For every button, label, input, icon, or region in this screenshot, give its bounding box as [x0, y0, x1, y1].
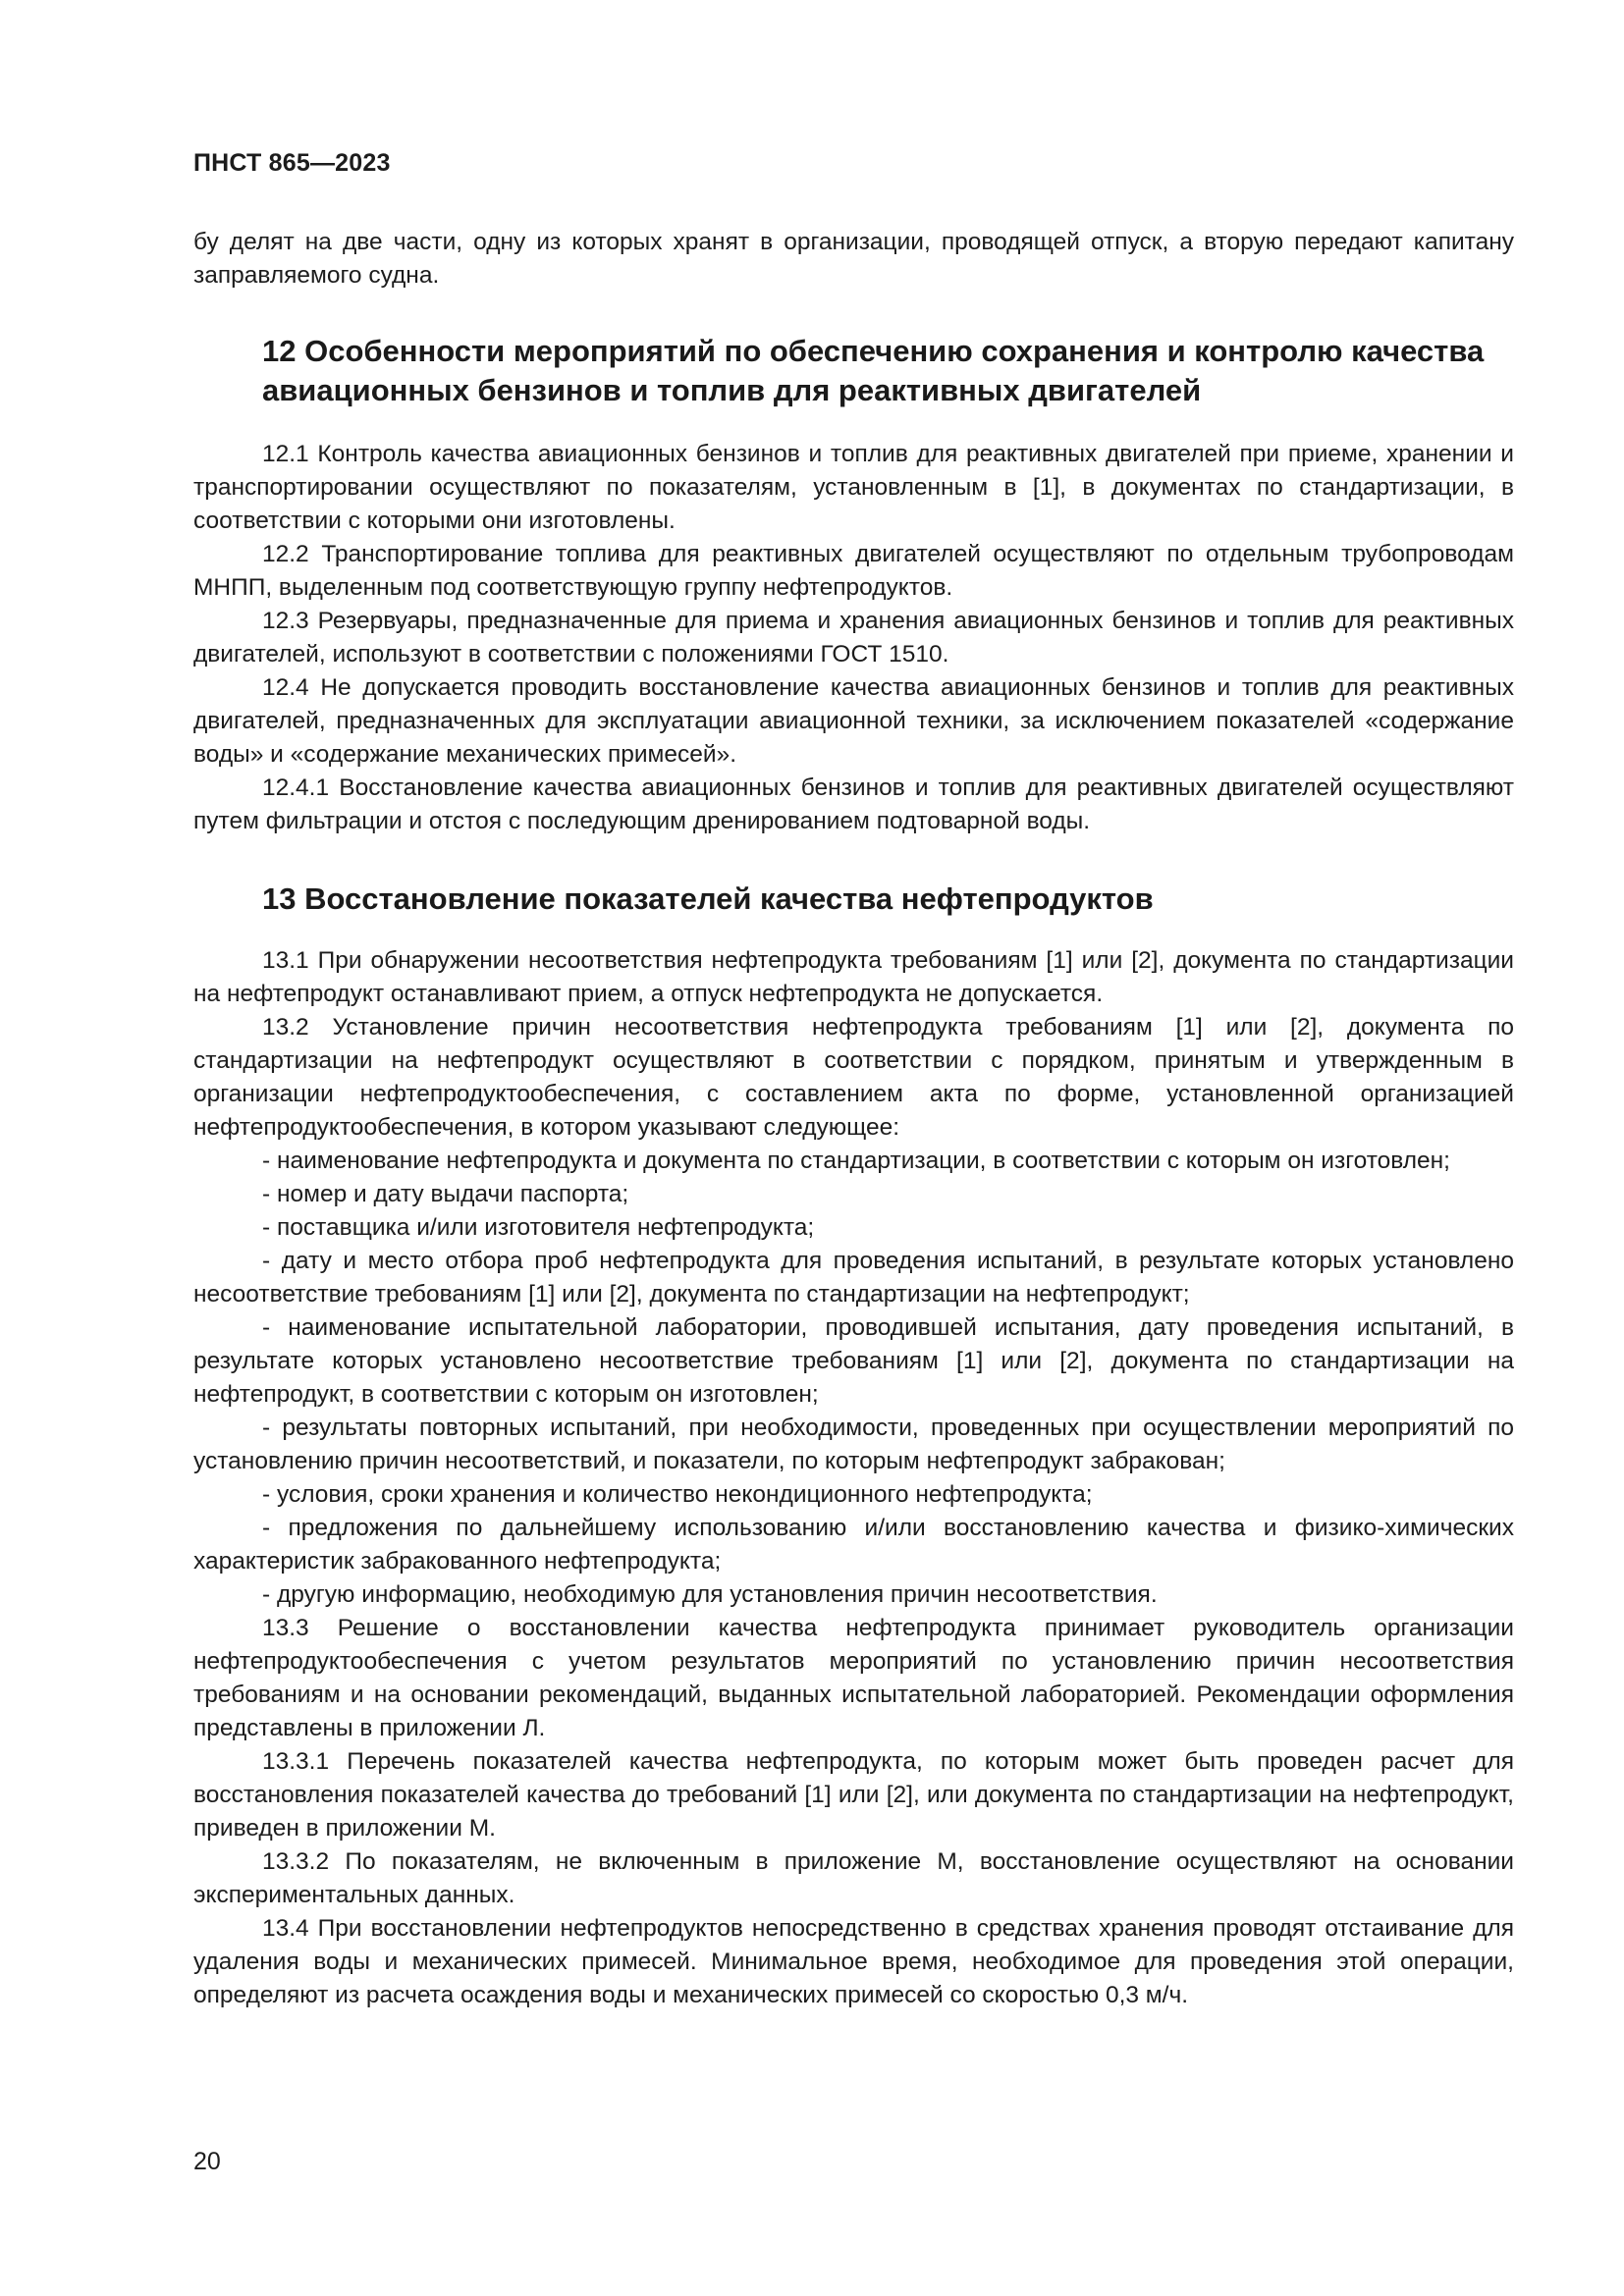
paragraph-13-3-1: 13.3.1 Перечень показателей качества нефтепродукта, по которым может быть проведен расчет для восстановления показателей качества до требований [1] или [2], или документа по стандартизации на нефтепродукт, приведен в приложении М. [193, 1748, 1514, 1842]
section-12-heading: 12 Особенности мероприятий по обеспечению сохранения и контролю качества авиационных бензинов и топлив для реактивных двигателей [262, 334, 1485, 407]
list-item: - наименование испытательной лаборатории, проводившей испытания, дату проведения испытаний, в результате которых установлено несоответствие требованиям [1] или [2], документа по стандартизации на нефтепродукт, в соответствии с которым он изготовлен; [193, 1314, 1514, 1408]
paragraph-12-1: 12.1 Контроль качества авиационных бензинов и топлив для реактивных двигателей при приеме, хранении и транспортировании осуществляют по показателям, установленным в [1], в документах по стандартизации, в соответствии с которыми они изготовлены. [193, 441, 1514, 534]
paragraph-12-3: 12.3 Резервуары, предназначенные для приема и хранения авиационных бензинов и топлив для реактивных двигателей, используют в соответствии с положениями ГОСТ 1510. [193, 608, 1514, 667]
paragraph-13-3-2: 13.3.2 По показателям, не включенным в приложение М, восстановление осуществляют на основании экспериментальных данных. [193, 1848, 1514, 1908]
list-item: - наименование нефтепродукта и документа по стандартизации, в соответствии с которым он изготовлен; [262, 1148, 1450, 1174]
list-item: - номер и дату выдачи паспорта; [262, 1181, 629, 1207]
paragraph-13-2: 13.2 Установление причин несоответствия нефтепродукта требованиям [1] или [2], документа по стандартизации на нефтепродукт осуществляют в соответствии с порядком, принятым и утвержденным в организации нефтепродуктообеспечения, с составлением акта по форме, установленной организацией нефтепродуктообеспечения, в котором указывают следующее: [193, 1014, 1514, 1141]
list-item: - условия, сроки хранения и количество некондиционного нефтепродукта; [262, 1481, 1093, 1508]
list-item: - результаты повторных испытаний, при необходимости, проведенных при осуществлении мероприятий по установлению причин несоответствий, и показатели, по которым нефтепродукт забракован; [193, 1415, 1514, 1474]
paragraph-12-2: 12.2 Транспортирование топлива для реактивных двигателей осуществляют по отдельным трубопроводам МНПП, выделенным под соответствующую группу нефтепродуктов. [193, 541, 1514, 601]
list-item: - дату и место отбора проб нефтепродукта для проведения испытаний, в результате которых установлено несоответствие требованиям [1] или [2], документа по стандартизации на нефтепродукт; [193, 1248, 1514, 1308]
section-13-heading: 13 Восстановление показателей качества нефтепродуктов [262, 881, 1154, 916]
paragraph-13-4: 13.4 При восстановлении нефтепродуктов непосредственно в средствах хранения проводят отстаивание для удаления воды и механических примесей. Минимальное время, необходимое для проведения этой операции, определяют из расчета осаждения воды и механических примесей со скоростью 0,3 м/ч. [193, 1915, 1514, 2008]
list-item: - другую информацию, необходимую для установления причин несоответствия. [262, 1581, 1158, 1608]
document-code: ПНСТ 865—2023 [193, 149, 391, 177]
document-body [193, 226, 1514, 2012]
paragraph-13-1: 13.1 При обнаружении несоответствия нефтепродукта требованиям [1] или [2], документа по стандартизации на нефтепродукт останавливают прием, а отпуск нефтепродукта не допускается. [193, 947, 1514, 1007]
paragraph-13-3: 13.3 Решение о восстановлении качества нефтепродукта принимает руководитель организации нефтепродуктообеспечения с учетом результатов мероприятий по установлению причин несоответствия требованиям и на основании рекомендаций, выданных испытательной лабораторией. Рекомендации оформления представлены в приложении Л. [193, 1615, 1514, 1741]
paragraph-12-4-1: 12.4.1 Восстановление качества авиационных бензинов и топлив для реактивных двигателей осуществляют путем фильтрации и отстоя с последующим дренированием подтоварной воды. [193, 774, 1514, 834]
paragraph-12-4: 12.4 Не допускается проводить восстановление качества авиационных бензинов и топлив для реактивных двигателей, предназначенных для эксплуатации авиационной техники, за исключением показателей «содержание воды» и «содержание механических примесей». [193, 674, 1514, 768]
list-item: - предложения по дальнейшему использованию и/или восстановлению качества и физико-химических характеристик забракованного нефтепродукта; [193, 1515, 1514, 1575]
page-number: 20 [193, 2148, 221, 2175]
continuation-paragraph: бу делят на две части, одну из которых хранят в организации, проводящей отпуск, а вторую передают капитану заправляемого судна. [193, 229, 1514, 289]
list-item: - поставщика и/или изготовителя нефтепродукта; [262, 1214, 815, 1241]
